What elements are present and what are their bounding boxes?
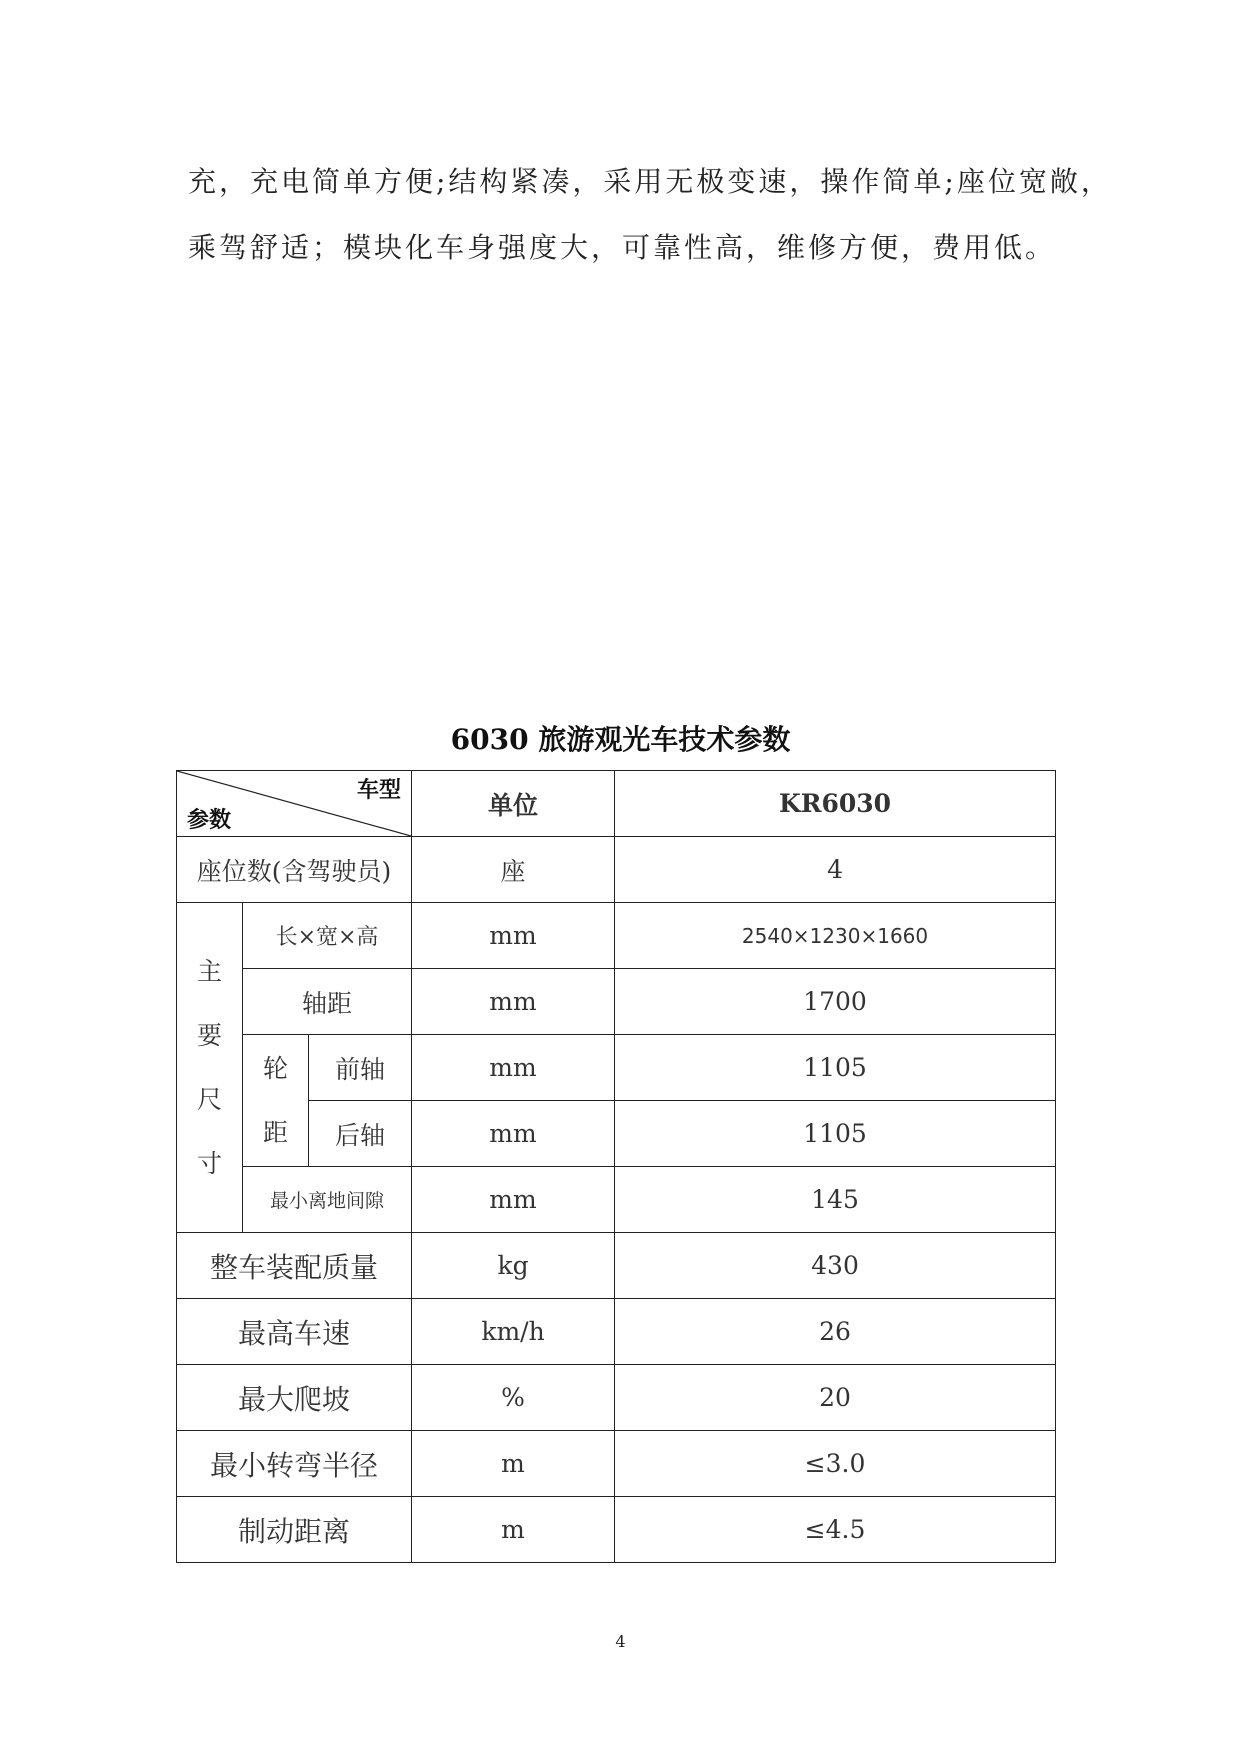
table-row: [177, 1365, 1056, 1431]
braking-distance-value: ≤4.5: [615, 1497, 1056, 1563]
wheelbase-unit: mm: [412, 969, 615, 1035]
turning-radius-label: 最小转弯半径: [177, 1431, 412, 1497]
rear-axle-label: 后轴: [309, 1101, 412, 1167]
top-speed-value: 26: [615, 1299, 1056, 1365]
table-row: [177, 1431, 1056, 1497]
track-group: [243, 1035, 309, 1167]
group-char: 寸: [196, 1148, 222, 1178]
table-row: [177, 1497, 1056, 1563]
table-row: [177, 1167, 1056, 1233]
top-speed-label: 最高车速: [177, 1299, 412, 1365]
table-row: [177, 1101, 1056, 1167]
size-label: 长×宽×高: [243, 903, 412, 969]
mass-value: 430: [615, 1233, 1056, 1299]
table-row: [177, 837, 1056, 903]
table-row: [177, 903, 1056, 969]
header-unit: 单位: [412, 771, 615, 837]
table-row: [177, 1035, 1056, 1101]
clearance-label: 最小离地间隙: [243, 1167, 412, 1233]
group-char: 尺: [196, 1084, 222, 1114]
front-axle-label: 前轴: [309, 1035, 412, 1101]
table-row: [177, 1299, 1056, 1365]
turning-radius-value: ≤3.0: [615, 1431, 1056, 1497]
table-row: [177, 1233, 1056, 1299]
mass-label: 整车装配质量: [177, 1233, 412, 1299]
group-char: 主: [196, 956, 222, 986]
header-param: 参数: [187, 807, 232, 833]
mass-unit: kg: [412, 1233, 615, 1299]
header-diagonal-cell: [177, 771, 412, 837]
group-char: 要: [196, 1020, 222, 1050]
wheelbase-label: 轴距: [243, 969, 412, 1035]
rear-axle-value: 1105: [615, 1101, 1056, 1167]
table-header-row: [177, 771, 1056, 837]
front-axle-unit: mm: [412, 1035, 615, 1101]
seats-value: 4: [615, 837, 1056, 903]
size-value: 2540×1230×1660: [615, 903, 1056, 969]
paragraph-line-2: 乘驾舒适；模块化车身强度大，可靠性高，维修方便，费用低。: [188, 231, 1057, 264]
spec-table: [176, 770, 1056, 1563]
braking-distance-unit: m: [412, 1497, 615, 1563]
seats-unit: 座: [412, 837, 615, 903]
top-speed-unit: km/h: [412, 1299, 615, 1365]
front-axle-value: 1105: [615, 1035, 1056, 1101]
header-model: KR6030: [615, 771, 1056, 837]
wheelbase-value: 1700: [615, 969, 1056, 1035]
gradeability-label: 最大爬坡: [177, 1365, 412, 1431]
paragraph-line-1: 充，充电简单方便;结构紧凑，采用无极变速，操作简单;座位宽敞，: [188, 165, 1112, 198]
gradeability-value: 20: [615, 1365, 1056, 1431]
clearance-unit: mm: [412, 1167, 615, 1233]
track-char: 轮: [262, 1053, 288, 1083]
rear-axle-unit: mm: [412, 1101, 615, 1167]
braking-distance-label: 制动距离: [177, 1497, 412, 1563]
track-char: 距: [262, 1117, 288, 1147]
gradeability-unit: %: [412, 1365, 615, 1431]
size-unit: mm: [412, 903, 615, 969]
seats-label: 座位数(含驾驶员): [177, 837, 412, 903]
turning-radius-unit: m: [412, 1431, 615, 1497]
table-row: [177, 969, 1056, 1035]
clearance-value: 145: [615, 1167, 1056, 1233]
page-number: 4: [615, 1632, 626, 1651]
header-car-type: 车型: [357, 777, 402, 803]
main-dims-group: [177, 903, 243, 1233]
table-title: 6030 旅游观光车技术参数: [450, 723, 791, 756]
